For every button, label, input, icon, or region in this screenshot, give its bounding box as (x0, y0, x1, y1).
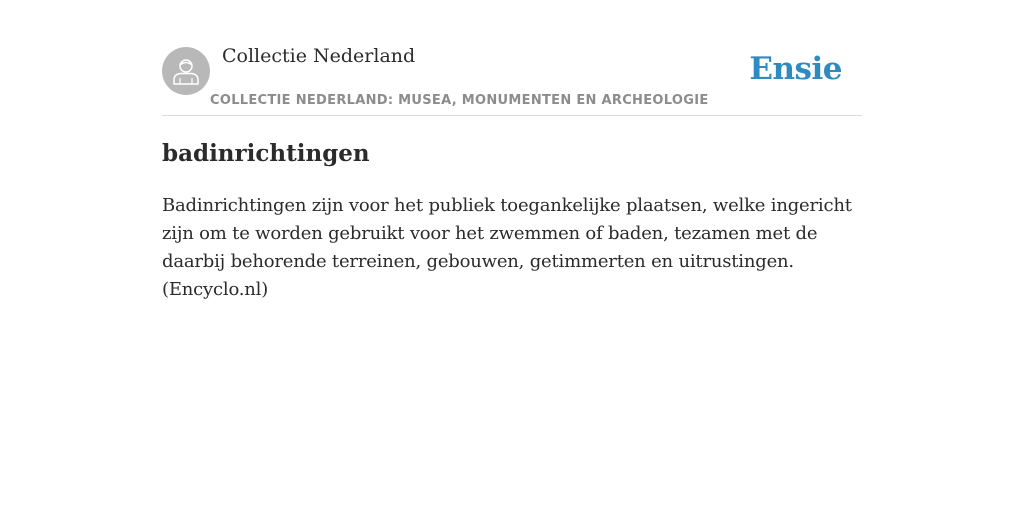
brand-logo[interactable]: Ensie (749, 51, 842, 87)
author-name[interactable]: Collectie Nederland (222, 45, 416, 67)
source-label[interactable]: COLLECTIE NEDERLAND: MUSEA, MONUMENTEN EN ARCHEOLOGIE (210, 93, 709, 108)
user-silhouette-icon (171, 56, 201, 86)
entry-card (162, 0, 862, 512)
definition-text: Badinrichtingen zijn voor het publiek toegankelijke plaatsen, welke ingericht zijn om te worden gebruikt voor het zwemmen of baden, tezamen met de daarbij behorende terreinen, gebouwen, getimmerten en uitrustingen. (Encyclo.nl) (162, 195, 852, 300)
avatar[interactable] (162, 47, 210, 95)
term-title: badinrichtingen (162, 140, 370, 167)
entry-header (162, 0, 862, 116)
